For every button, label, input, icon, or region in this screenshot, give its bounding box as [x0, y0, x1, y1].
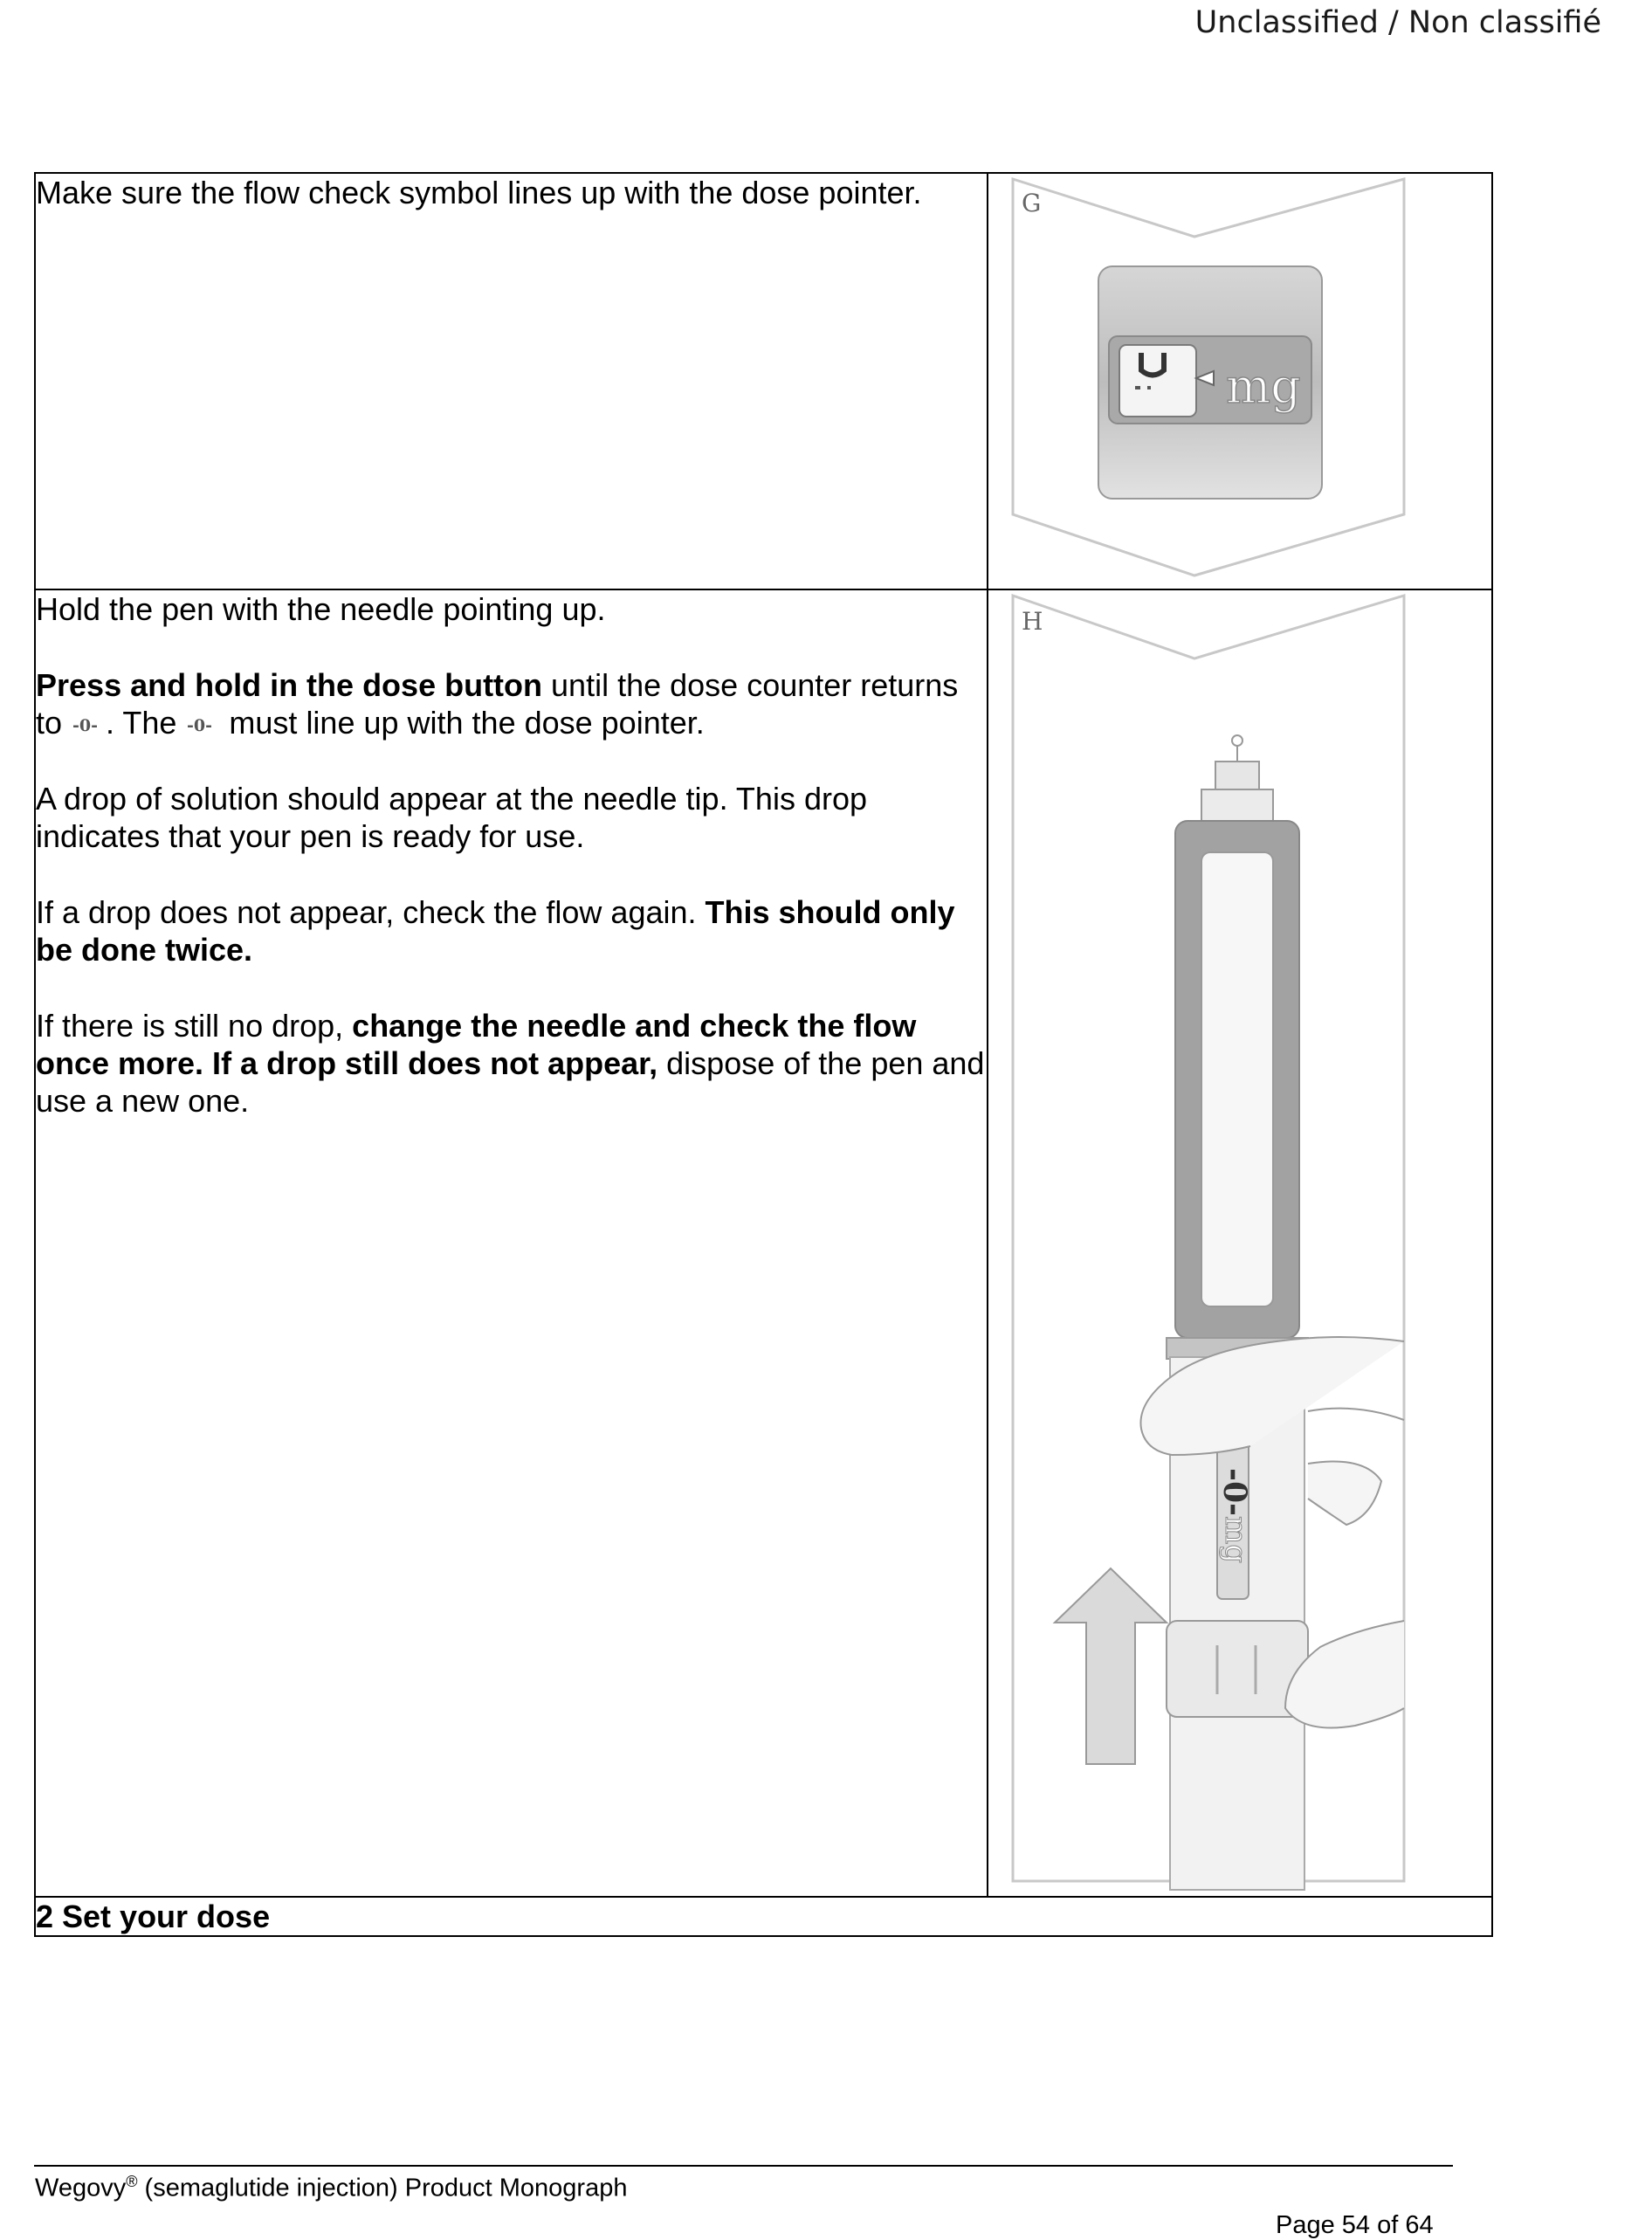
no-drop-bold: This should only be done twice. — [36, 894, 955, 968]
step-row-2 — [35, 1897, 1492, 1936]
drop-appear-instruction: A drop of solution should appear at the needle tip. This drop indicates that your pen is ready for use. — [36, 781, 867, 854]
instructions-table — [34, 172, 1493, 1937]
footer-page-number: Page 54 of 64 — [1276, 2211, 1434, 2239]
hold-pen-instruction: Hold the pen with the needle pointing up. — [36, 591, 606, 627]
figure-h-label: H — [1022, 607, 1043, 636]
zero-dose-symbol — [71, 713, 106, 736]
footer-registered-mark: ® — [126, 2173, 138, 2190]
figure-g-dose-window — [988, 174, 1491, 584]
step-text-g — [35, 173, 988, 589]
step-row-h — [35, 589, 1492, 1897]
figure-g-label: G — [1022, 189, 1042, 217]
step-text-h — [35, 589, 988, 1897]
section-2-heading: 2 Set your dose — [35, 1897, 1492, 1936]
change-needle-bold: change the needle and check the flow once more. If a drop still does not appear, — [36, 1008, 917, 1081]
change-needle-instruction — [36, 1007, 987, 1120]
figure-h-dose: -0- — [1216, 1468, 1253, 1516]
no-drop-text: If a drop does not appear, check the flow again. — [36, 894, 706, 930]
svg-text:-0-: -0- — [72, 716, 99, 736]
footer-divider — [34, 2165, 1453, 2167]
figure-g-cell — [988, 173, 1492, 589]
press-hold-instruction — [36, 666, 987, 741]
step-row-g — [35, 173, 1492, 589]
figure-h-pen-illustration — [988, 590, 1491, 1892]
press-hold-text-2: . The — [106, 705, 186, 741]
figure-h-cell — [988, 589, 1492, 1897]
svg-text:-0-: -0- — [187, 716, 213, 736]
flow-check-instruction: Make sure the flow check symbol lines up with the dose pointer. — [36, 175, 922, 210]
no-drop-instruction — [36, 893, 987, 968]
change-needle-text-1: If there is still no drop, — [36, 1008, 353, 1044]
press-hold-text-3: must line up with the dose pointer. — [220, 705, 705, 741]
figure-g-unit: mg — [1226, 359, 1301, 414]
figure-h-unit: mg — [1218, 1516, 1253, 1564]
change-needle-text-2: dispose of the pen and use a new one. — [36, 1045, 985, 1119]
press-hold-bold: Press and hold in the dose button — [36, 667, 543, 703]
footer-document-title — [35, 2173, 627, 2203]
footer-title-rest: (semaglutide injection) Product Monograph — [137, 2174, 628, 2202]
zero-dose-symbol-2 — [185, 713, 220, 736]
press-hold-text-1: until the dose counter returns to — [36, 667, 959, 741]
footer-brand: Wegovy — [35, 2174, 127, 2202]
classification-header: Unclassified / Non classifié — [1194, 5, 1601, 40]
